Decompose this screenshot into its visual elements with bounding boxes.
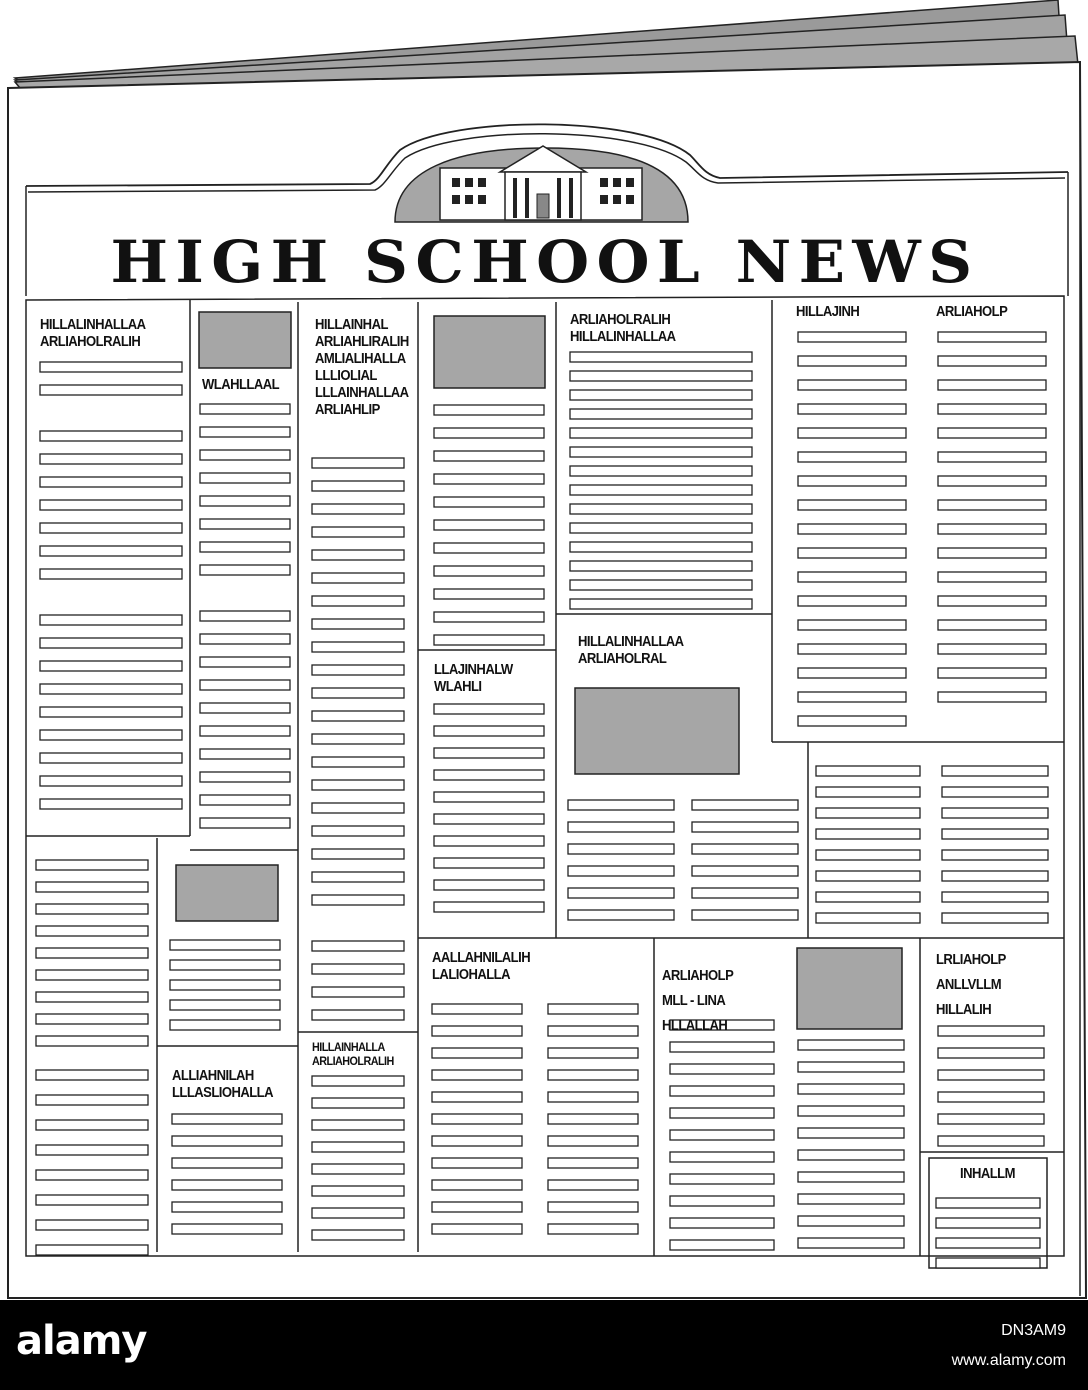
text-line	[200, 565, 290, 575]
text-line	[798, 1216, 904, 1226]
text-line	[670, 1240, 774, 1250]
text-line	[312, 1120, 404, 1130]
text-line	[36, 904, 148, 914]
text-line	[432, 1158, 522, 1168]
text-line	[312, 849, 404, 859]
text-line	[938, 620, 1046, 630]
text-line	[172, 1180, 282, 1190]
text-line	[798, 332, 906, 342]
text-line	[40, 500, 182, 510]
text-line	[816, 787, 920, 797]
text-line	[568, 844, 674, 854]
text-line	[312, 596, 404, 606]
text-line	[938, 356, 1046, 366]
text-line	[200, 473, 290, 483]
text-line	[434, 814, 544, 824]
text-line	[942, 850, 1048, 860]
text-line	[570, 542, 752, 552]
text-line	[312, 1186, 404, 1196]
text-line	[40, 385, 182, 395]
text-line	[798, 1150, 904, 1160]
text-line	[200, 772, 290, 782]
text-line	[570, 390, 752, 400]
text-line	[434, 748, 544, 758]
text-line	[40, 776, 182, 786]
text-line	[312, 1164, 404, 1174]
text-line	[816, 892, 920, 902]
text-line	[670, 1042, 774, 1052]
text-line	[434, 635, 544, 645]
text-line	[568, 888, 674, 898]
text-line	[200, 657, 290, 667]
photo-placeholder	[199, 312, 291, 368]
text-line	[434, 566, 544, 576]
text-line	[670, 1218, 774, 1228]
text-line	[200, 726, 290, 736]
text-line	[312, 872, 404, 882]
text-line	[312, 481, 404, 491]
text-line	[172, 1136, 282, 1146]
text-line	[312, 987, 404, 997]
text-line	[200, 496, 290, 506]
text-line	[570, 428, 752, 438]
text-line	[40, 454, 182, 464]
text-line	[312, 550, 404, 560]
text-line	[798, 620, 906, 630]
text-line	[798, 716, 906, 726]
photo-placeholder	[797, 948, 902, 1029]
text-line	[434, 451, 544, 461]
text-line	[200, 519, 290, 529]
text-line	[40, 546, 182, 556]
text-line	[938, 452, 1046, 462]
text-line	[798, 1128, 904, 1138]
headline-a2: WLAHLLAAL	[202, 377, 280, 393]
text-line	[40, 638, 182, 648]
text-line	[798, 500, 906, 510]
text-line	[432, 1114, 522, 1124]
text-line	[434, 792, 544, 802]
text-line	[548, 1202, 638, 1212]
text-line	[40, 707, 182, 717]
text-line	[200, 450, 290, 460]
text-line	[798, 1238, 904, 1248]
text-line	[548, 1092, 638, 1102]
text-line	[798, 452, 906, 462]
text-line	[798, 476, 906, 486]
text-line	[312, 458, 404, 468]
headline-a6: LLAJINHALW WLAHLI	[434, 662, 513, 695]
text-line	[938, 500, 1046, 510]
text-line	[432, 1092, 522, 1102]
text-line	[938, 668, 1046, 678]
text-line	[36, 1095, 148, 1105]
text-line	[548, 1004, 638, 1014]
text-line	[798, 524, 906, 534]
text-line	[670, 1086, 774, 1096]
text-line	[570, 580, 752, 590]
image-code: DN3AM9	[1001, 1322, 1066, 1339]
text-line	[200, 795, 290, 805]
text-line	[36, 1195, 148, 1205]
text-line	[798, 548, 906, 558]
text-line	[434, 612, 544, 622]
text-line	[670, 1108, 774, 1118]
text-line	[670, 1064, 774, 1074]
text-line	[432, 1026, 522, 1036]
text-line	[200, 703, 290, 713]
text-line	[798, 1040, 904, 1050]
text-line	[170, 980, 280, 990]
text-line	[200, 680, 290, 690]
text-line	[692, 888, 798, 898]
text-line	[432, 1004, 522, 1014]
text-line	[434, 428, 544, 438]
text-line	[432, 1048, 522, 1058]
text-line	[36, 1070, 148, 1080]
photo-placeholder	[575, 688, 739, 774]
text-line	[432, 1070, 522, 1080]
text-line	[36, 882, 148, 892]
text-line	[200, 634, 290, 644]
text-line	[40, 753, 182, 763]
text-line	[312, 527, 404, 537]
text-line	[312, 1230, 404, 1240]
text-line	[36, 992, 148, 1002]
text-line	[36, 1170, 148, 1180]
text-line	[938, 596, 1046, 606]
headline-a12: LRLIAHOLP ANLLVLLM HILLALIH	[936, 952, 1006, 1018]
text-line	[548, 1026, 638, 1036]
text-line	[938, 380, 1046, 390]
text-line	[938, 476, 1046, 486]
text-line	[570, 371, 752, 381]
headline-a13: INHALLM	[960, 1166, 1015, 1182]
text-line	[170, 940, 280, 950]
text-line	[570, 523, 752, 533]
text-line	[938, 644, 1046, 654]
text-line	[692, 800, 798, 810]
text-line	[200, 404, 290, 414]
text-line	[936, 1258, 1040, 1268]
text-line	[798, 1172, 904, 1182]
text-line	[36, 1120, 148, 1130]
text-line	[798, 356, 906, 366]
text-line	[548, 1180, 638, 1190]
text-line	[36, 1220, 148, 1230]
text-line	[816, 808, 920, 818]
text-line	[936, 1218, 1040, 1228]
text-line	[312, 573, 404, 583]
text-line	[434, 704, 544, 714]
text-line	[312, 1208, 404, 1218]
text-line	[936, 1238, 1040, 1248]
text-line	[670, 1196, 774, 1206]
text-line	[434, 474, 544, 484]
text-line	[692, 866, 798, 876]
text-line	[942, 871, 1048, 881]
text-line	[938, 332, 1046, 342]
text-line	[200, 542, 290, 552]
text-line	[40, 730, 182, 740]
text-line	[432, 1224, 522, 1234]
text-line	[312, 619, 404, 629]
text-line	[798, 1194, 904, 1204]
text-line	[40, 661, 182, 671]
text-line	[816, 766, 920, 776]
text-line	[938, 548, 1046, 558]
text-line	[548, 1224, 638, 1234]
text-line	[798, 668, 906, 678]
text-line	[798, 572, 906, 582]
text-line	[570, 352, 752, 362]
site-url: www.alamy.com	[951, 1352, 1066, 1369]
text-line	[312, 1010, 404, 1020]
text-line	[938, 404, 1046, 414]
text-line	[432, 1180, 522, 1190]
text-line	[798, 644, 906, 654]
text-line	[798, 428, 906, 438]
text-line	[570, 485, 752, 495]
text-line	[938, 572, 1046, 582]
text-line	[172, 1114, 282, 1124]
text-line	[434, 726, 544, 736]
text-line	[36, 1036, 148, 1046]
text-line	[36, 926, 148, 936]
text-line	[40, 523, 182, 533]
photo-placeholder	[434, 316, 545, 388]
text-line	[36, 1145, 148, 1155]
text-line	[434, 520, 544, 530]
text-line	[568, 910, 674, 920]
text-line	[170, 1000, 280, 1010]
text-line	[548, 1158, 638, 1168]
text-line	[670, 1130, 774, 1140]
text-line	[312, 826, 404, 836]
text-line	[40, 431, 182, 441]
text-line	[568, 866, 674, 876]
text-line	[312, 895, 404, 905]
text-line	[816, 829, 920, 839]
text-line	[938, 1026, 1044, 1036]
text-line	[36, 1245, 148, 1255]
headline-a3: HILLAINHAL ARLIAHLIRALIH AMLIALIHALLA LLLIOLIAL LLLAINHALLAA ARLIAHLIP	[315, 317, 409, 418]
text-line	[938, 1092, 1044, 1102]
text-line	[692, 910, 798, 920]
text-line	[670, 1152, 774, 1162]
headline-a4: ARLIAHOLRALIH HILLALINHALLAA	[570, 312, 676, 345]
masthead-title: HIGH SCHOOL NEWS	[110, 228, 980, 296]
text-line	[570, 409, 752, 419]
text-line	[170, 1020, 280, 1030]
credit-bar	[0, 1300, 1088, 1390]
headline-a11: ARLIAHOLP MLL - LINA HLLALLAH	[662, 968, 734, 1034]
text-line	[798, 596, 906, 606]
text-line	[570, 447, 752, 457]
text-line	[36, 860, 148, 870]
text-line	[942, 766, 1048, 776]
text-line	[568, 822, 674, 832]
text-line	[670, 1174, 774, 1184]
text-line	[172, 1158, 282, 1168]
text-line	[434, 405, 544, 415]
text-line	[816, 850, 920, 860]
text-line	[434, 497, 544, 507]
text-line	[938, 428, 1046, 438]
headline-a9: HILLAINHALLA ARLIAHOLRALIH	[312, 1040, 394, 1068]
brand-logo: alamy	[16, 1318, 147, 1364]
text-line	[938, 1048, 1044, 1058]
text-line	[798, 1062, 904, 1072]
text-line	[548, 1114, 638, 1124]
text-line	[170, 960, 280, 970]
text-line	[40, 477, 182, 487]
text-line	[938, 1114, 1044, 1124]
text-line	[312, 1076, 404, 1086]
headline-a8: ALLIAHNILAH LLLASLIOHALLA	[172, 1068, 273, 1101]
text-line	[200, 611, 290, 621]
text-line	[548, 1048, 638, 1058]
headline-a7: HILLALINHALLAA ARLIAHOLRAL	[578, 634, 684, 667]
text-line	[798, 380, 906, 390]
text-line	[312, 757, 404, 767]
text-line	[798, 1106, 904, 1116]
text-line	[570, 504, 752, 514]
text-line	[312, 642, 404, 652]
text-line	[798, 692, 906, 702]
text-line	[938, 692, 1046, 702]
text-line	[938, 524, 1046, 534]
text-line	[172, 1224, 282, 1234]
photo-placeholder	[176, 865, 278, 921]
text-line	[40, 799, 182, 809]
text-line	[816, 913, 920, 923]
text-line	[942, 787, 1048, 797]
text-line	[40, 684, 182, 694]
text-line	[36, 948, 148, 958]
text-line	[942, 892, 1048, 902]
text-line	[432, 1202, 522, 1212]
text-line	[568, 800, 674, 810]
text-line	[798, 404, 906, 414]
headline-a5: HILLAJINH	[796, 304, 860, 320]
text-line	[570, 561, 752, 571]
text-line	[570, 599, 752, 609]
text-line	[798, 1084, 904, 1094]
text-line	[312, 941, 404, 951]
text-line	[434, 836, 544, 846]
text-line	[942, 829, 1048, 839]
text-line	[312, 734, 404, 744]
text-line	[432, 1136, 522, 1146]
text-line	[172, 1202, 282, 1212]
text-line	[200, 818, 290, 828]
text-line	[548, 1136, 638, 1146]
text-line	[36, 970, 148, 980]
text-line	[40, 569, 182, 579]
text-line	[40, 362, 182, 372]
text-line	[312, 688, 404, 698]
text-line	[312, 504, 404, 514]
text-line	[36, 1014, 148, 1024]
text-line	[434, 589, 544, 599]
text-line	[816, 871, 920, 881]
text-line	[434, 880, 544, 890]
text-line	[936, 1198, 1040, 1208]
text-line	[548, 1070, 638, 1080]
text-line	[312, 964, 404, 974]
text-line	[692, 844, 798, 854]
text-line	[200, 427, 290, 437]
headline-a5b: ARLIAHOLP	[936, 304, 1008, 320]
text-line	[312, 1098, 404, 1108]
text-line	[312, 665, 404, 675]
text-line	[570, 466, 752, 476]
text-line	[312, 803, 404, 813]
text-line	[434, 770, 544, 780]
text-line	[40, 615, 182, 625]
text-line	[942, 913, 1048, 923]
text-line	[942, 808, 1048, 818]
headline-a1: HILLALINHALLAA ARLIAHOLRALIH	[40, 317, 146, 350]
text-line	[312, 780, 404, 790]
text-line	[200, 749, 290, 759]
text-line	[312, 711, 404, 721]
text-line	[312, 1142, 404, 1152]
text-line	[938, 1136, 1044, 1146]
text-line	[434, 858, 544, 868]
headline-a10: AALLAHNILALIH LALIOHALLA	[432, 950, 531, 983]
text-line	[692, 822, 798, 832]
text-line	[434, 543, 544, 553]
text-line	[938, 1070, 1044, 1080]
text-line	[434, 902, 544, 912]
